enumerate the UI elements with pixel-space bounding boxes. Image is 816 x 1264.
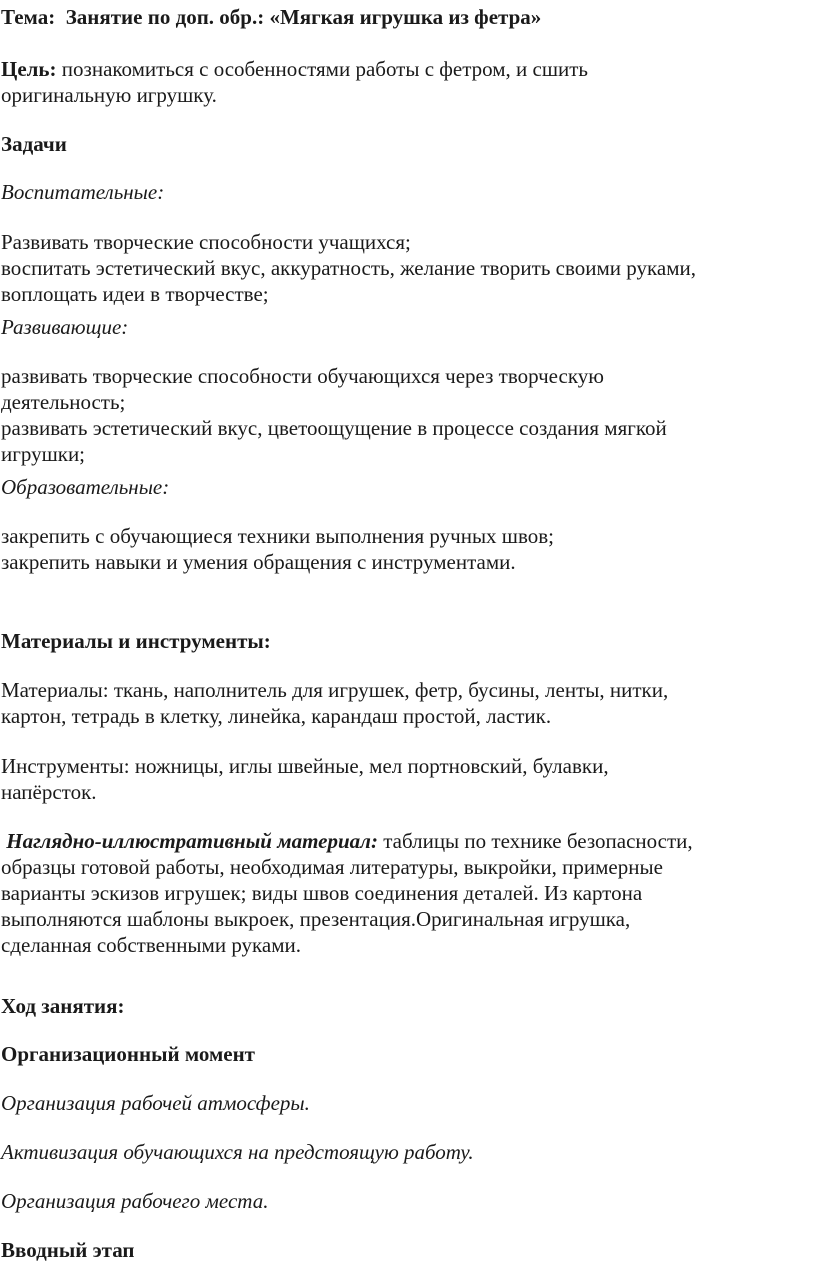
developing-list [1,363,815,467]
org-item: Организация рабочего места. [1,1189,269,1213]
visual-line-1: таблицы по технике безопасности, [383,829,693,853]
developing-line: развивать эстетический вкус, цветоощущение в процессе создания мягкой [1,416,667,440]
goal-line-2: оригинальную игрушку. [1,83,217,107]
visual-line: варианты эскизов игрушек; виды швов соединения деталей. Из картона [1,881,643,905]
upbringing-list [1,229,815,307]
goal-paragraph [1,56,815,108]
visual-line: выполняются шаблоны выкроек, презентация.Оригинальная игрушка, [1,907,631,931]
educational-list [1,523,815,575]
tools-paragraph [1,753,815,805]
upbringing-heading: Воспитательные: [1,180,165,204]
org-item: Организация рабочей атмосферы. [1,1091,310,1115]
topic-label: Тема: [1,5,56,29]
org-item: Активизация обучающихся на предстоящую работу. [1,1140,474,1164]
developing-line: деятельность; [1,390,126,414]
topic-line [1,4,815,30]
visual-line: сделанная собственными руками. [1,933,302,957]
visual-line: образцы готовой работы, необходимая литературы, выкройки, примерные [1,855,663,879]
educational-line: закрепить навыки и умения обращения с инструментами. [1,550,516,574]
materials-line-2: картон, тетрадь в клетку, линейка, карандаш простой, ластик. [1,704,552,728]
upbringing-line: воспитать эстетический вкус, аккуратность, желание творить своими руками, [1,256,696,280]
visual-paragraph [1,828,815,958]
materials-heading: Материалы и инструменты: [1,629,271,653]
developing-line: развивать творческие способности обучающихся через творческую [1,364,604,388]
upbringing-line: воплощать идеи в творчестве; [1,282,269,306]
developing-line: игрушки; [1,442,86,466]
intro-heading: Вводный этап [1,1238,135,1262]
upbringing-line: Развивать творческие способности учащихся; [1,230,411,254]
educational-line: закрепить с обучающиеся техники выполнения ручных швов; [1,524,555,548]
lesson-heading: Ход занятия: [1,994,125,1018]
tools-line-1: Инструменты: ножницы, иглы швейные, мел портновский, булавки, [1,754,609,778]
materials-line-1: Материалы: ткань, наполнитель для игрушек, фетр, бусины, ленты, нитки, [1,678,669,702]
educational-heading: Образовательные: [1,475,170,499]
materials-paragraph [1,677,815,729]
developing-heading: Развивающие: [1,315,129,339]
goal-line-1: познакомиться с особенностями работы с фетром, и сшить [61,57,588,81]
goal-label: Цель: [1,57,57,81]
topic-text: Занятие по доп. обр.: «Мягкая игрушка из фетра» [65,5,542,29]
tools-line-2: напёрсток. [1,780,97,804]
org-heading: Организационный момент [1,1042,255,1066]
visual-label: Наглядно-иллюстративный материал: [6,829,378,853]
tasks-heading: Задачи [1,132,67,156]
